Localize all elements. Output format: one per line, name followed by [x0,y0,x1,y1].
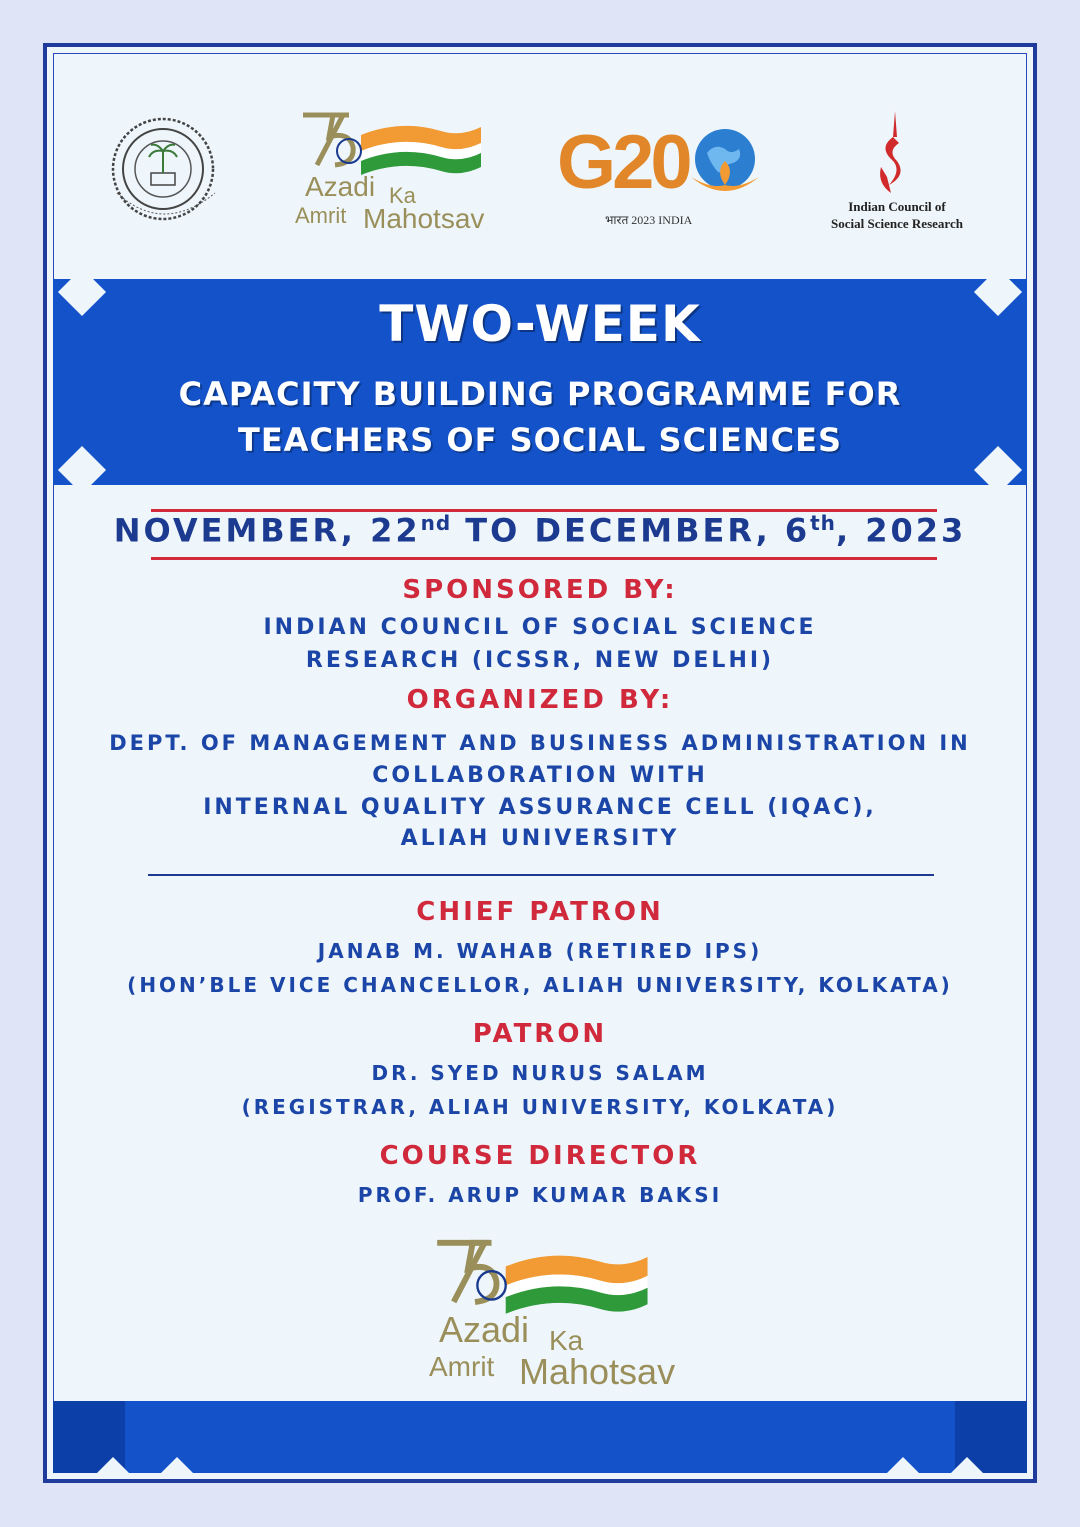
icssr-logo [807,107,987,237]
banner-line1: CAPACITY BUILDING PROGRAMME FOR [178,375,902,413]
patron-role: (REGISTRAR, ALIAH UNIVERSITY, KOLKATA) [241,1095,839,1119]
aka-amrit: Amrit [295,203,347,228]
organized-line2: COLLABORATION WITH [372,763,708,788]
aka-bottom-azadi: Azadi [439,1309,530,1350]
aka-bottom-amrit: Amrit [429,1351,495,1382]
patron-heading: PATRON [472,1019,608,1049]
chief-patron-heading: CHIEF PATRON [416,897,664,927]
date-part1: NOVEMBER, 22 [113,511,421,550]
organized-line4: ALIAH UNIVERSITY [400,826,680,851]
sponsored-line2: RESEARCH (ICSSR, NEW DELHI) [305,648,775,673]
course-director-heading: COURSE DIRECTOR [379,1141,701,1171]
icssr-line2: Social Science Research [831,216,963,231]
g20-sub: भारत 2023 INDIA [605,213,693,227]
bottom-notch-l1 [97,1457,129,1473]
azadi-ka-amrit-mahotsav-logo-bottom [423,1233,723,1403]
bottom-notch-r2 [951,1457,983,1473]
aka-azadi: Azadi [305,171,376,202]
banner-title: TWO-WEEK [379,295,701,353]
aka-bottom-ka: Ka [549,1325,584,1356]
sponsored-heading: SPONSORED BY: [402,575,678,605]
organized-line3: INTERNAL QUALITY ASSURANCE CELL (IQAC), [203,795,877,820]
aka-mahotsav: Mahotsav [363,203,485,234]
bottom-band [53,1401,1027,1473]
programme-dates [47,511,1033,550]
bottom-notch-r1 [887,1457,919,1473]
chief-patron-role: (HON’BLE VICE CHANCELLOR, ALIAH UNIVERSITY, KOLKATA) [127,973,953,997]
banner-line2: TEACHERS OF SOCIAL SCIENCES [237,421,842,459]
section-divider [148,874,934,876]
date-sup2: th [810,511,836,535]
icssr-line1: Indian Council of [848,199,946,214]
g20-india-logo [557,120,777,235]
chief-patron-name: JANAB M. WAHAB (RETIRED IPS) [317,939,763,963]
organized-heading: ORGANIZED BY: [406,685,674,715]
course-director-name: PROF. ARUP KUMAR BAKSI [357,1183,723,1207]
bottom-notch-l2 [161,1457,193,1473]
aka-ka: Ka [389,183,416,208]
aka-bottom-mahotsav: Mahotsav [519,1351,676,1392]
patron-name: DR. SYED NURUS SALAM [371,1061,709,1085]
date-part3: , 2023 [835,511,967,550]
organized-line1: DEPT. OF MANAGEMENT AND BUSINESS ADMINISTRATION IN [109,731,971,755]
poster-frame [43,43,1037,1483]
date-part2: TO DECEMBER, 6 [451,511,811,550]
azadi-ka-amrit-mahotsav-logo-top [291,109,511,239]
g20-text: G20 [557,120,689,205]
date-sup1: nd [420,511,452,535]
date-bottom-line [151,557,937,560]
aliah-university-seal [107,113,231,237]
sponsored-line1: INDIAN COUNCIL OF SOCIAL SCIENCE [263,615,817,640]
